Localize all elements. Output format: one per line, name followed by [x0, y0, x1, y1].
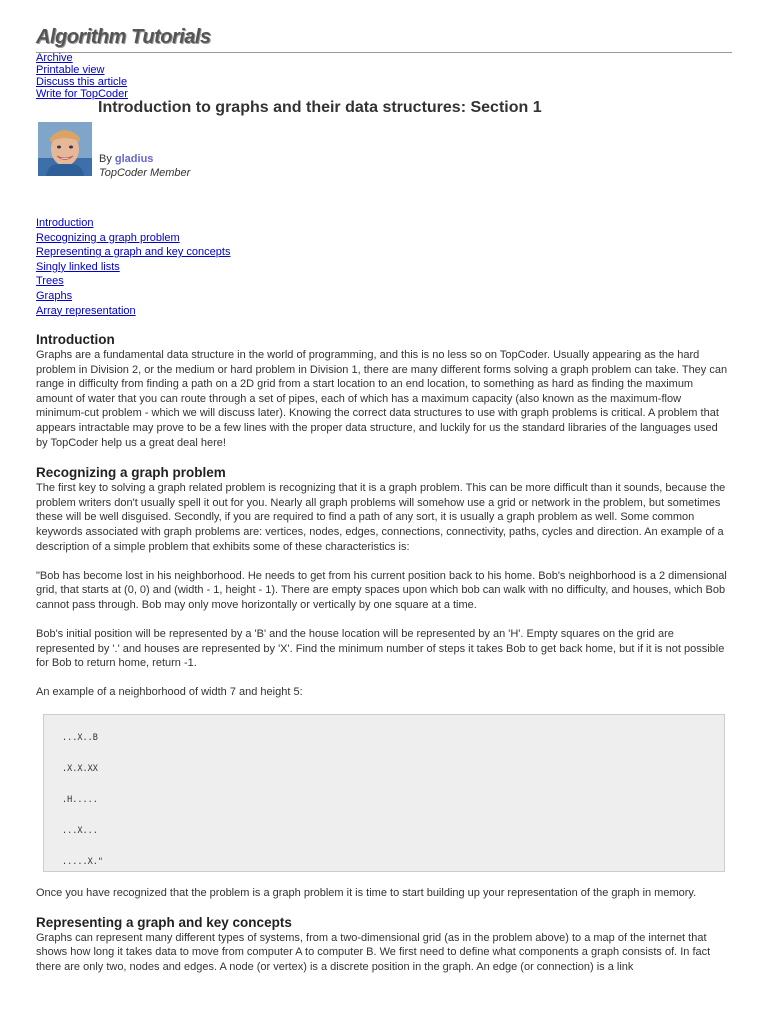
toc-recognizing[interactable]: Recognizing a graph problem — [36, 231, 180, 244]
table-of-contents — [36, 216, 230, 318]
byline — [99, 152, 190, 180]
problem-quote-paragraph-2: Bob's initial position will be represented by a 'B' and the house location will be represented by an 'H'. Empty squares on the grid are represented by '.' and houses are represented by 'X'. Find the minimum number of steps it takes Bob to get back home, but if it is not possible for Bob to return home, return -1. — [36, 628, 725, 670]
site-logo: Algorithm Tutorials — [36, 26, 211, 48]
grid-example-box — [43, 714, 725, 872]
article-title: Introduction to graphs and their data structures: Section 1 — [98, 99, 542, 116]
header-divider — [36, 52, 732, 53]
recognizing-paragraph-1: The first key to solving a graph related problem is recognizing that it is a graph problem. This can be more difficult than it sounds, because the problem writers don't usually spell it out for you. Nearly all graph problems will somehow use a grid or network in the problem, but sometimes these will be well disguised. Secondly, if you are required to find a path of any sort, it is usually a graph problem as well. Some common keywords associated with graph problems are: vertices, nodes, edges, connections, connectivity, paths, cycles and direction. An example of a description of a simple problem that exhibits some of these characteristics is: — [36, 482, 726, 553]
article-body — [36, 331, 732, 974]
by-label: By — [99, 153, 112, 165]
problem-quote-paragraph-1: "Bob has become lost in his neighborhood. He needs to get from his current position back to his home. Bob's neighborhood is a 2 dimensional grid, that starts at (0, 0) and (width - 1, height - 1). There are empty spaces upon which bob can walk with no difficulty, and houses, which Bob cannot pass through. Bob may only move horizontally or vertically by one square at a time. — [36, 569, 727, 611]
representing-paragraph: Graphs can represent many different types of systems, from a two-dimensional grid (as in the problem above) to a map of the internet that shows how long it takes data to move from computer A to computer B. We first need to define what components a graph consists of. In fact there are only two, nodes and edges. A node (or vertex) is a discrete position in the graph. An edge (or connection) is a link — [36, 931, 711, 973]
introduction-paragraph: Graphs are a fundamental data structure in the world of programming, and this is no less so on TopCoder. Usually appearing as the hard problem in Division 2, or the medium or hard problem in Division 1, there are many different forms solving a graph problem can take. They can range in difficulty from finding a path on a 2D grid from a start location to an end location, to something as hard as finding the maximum amount of water that you can route through a set of pipes, each of which has a maximum capacity (also known as the maximum-flow minimum-cut problem - which we will discuss later). Knowing the correct data structures to use with graph problems is critical. A problem that appears intractable may prove to be a few lines with the proper data structure, and luckily for us the standard libraries of the languages used by TopCoder help us a great deal here! — [36, 349, 728, 449]
toc-graphs[interactable]: Graphs — [36, 289, 73, 302]
author-link[interactable]: gladius — [114, 153, 154, 165]
discuss-article-link[interactable]: Discuss this article — [36, 76, 128, 88]
toc-array-representation[interactable]: Array representation — [36, 304, 136, 317]
recognized-paragraph: Once you have recognized that the problem is a graph problem it is time to start building up your representation of the graph in memory. — [36, 887, 697, 900]
section-heading-representing: Representing a graph and key concepts — [36, 914, 292, 930]
toc-introduction[interactable]: Introduction — [36, 217, 94, 229]
grid-row: ...X... — [62, 826, 98, 837]
section-heading-introduction: Introduction — [36, 332, 115, 347]
grid-row: .H..... — [62, 795, 98, 806]
grid-row: ...X..B — [62, 733, 98, 744]
top-links — [36, 52, 128, 100]
printable-view-link[interactable]: Printable view — [36, 64, 105, 76]
example-intro: An example of a neighborhood of width 7 and height 5: — [36, 686, 303, 699]
grid-row: .X.X.XX — [62, 764, 98, 775]
archive-link[interactable]: Archive — [36, 52, 73, 64]
toc-representing[interactable]: Representing a graph and key concepts — [36, 246, 231, 259]
grid-row: .....X." — [62, 857, 103, 868]
toc-singly-linked-lists[interactable]: Singly linked lists — [36, 260, 120, 273]
toc-trees[interactable]: Trees — [36, 275, 64, 288]
section-heading-recognizing: Recognizing a graph problem — [36, 465, 226, 481]
author-role: TopCoder Member — [99, 167, 191, 179]
write-for-topcoder-link[interactable]: Write for TopCoder — [36, 88, 128, 100]
author-avatar — [38, 122, 92, 176]
